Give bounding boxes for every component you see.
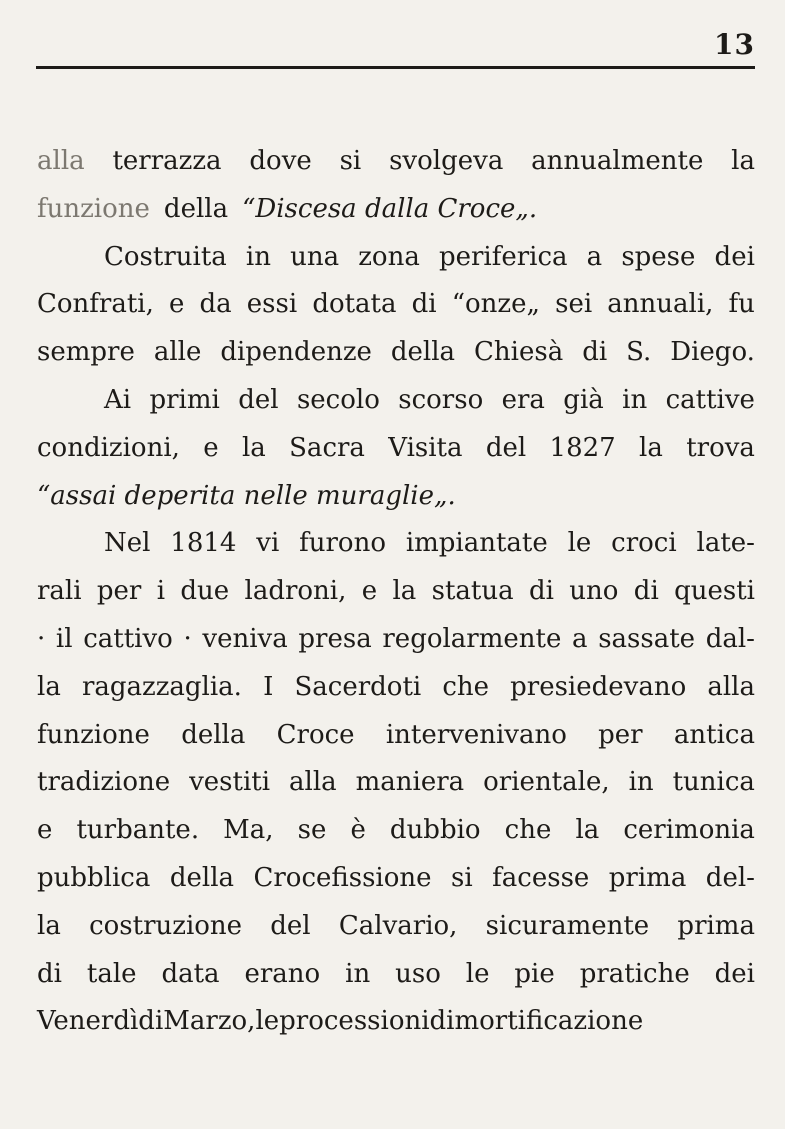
text-word: 1814: [170, 528, 237, 559]
text-word: del: [485, 432, 527, 463]
text-word: sempre: [37, 337, 135, 368]
text-word: della: [181, 719, 246, 750]
text-word: una: [290, 241, 340, 272]
text-word: e: [361, 576, 378, 607]
text-word: prima: [677, 910, 755, 941]
text-word: di: [528, 576, 554, 607]
text-word: già: [563, 384, 604, 415]
text-word: “onze„: [451, 289, 540, 320]
text-word: annuali,: [607, 289, 714, 320]
text-word: dotata: [312, 289, 397, 320]
text-word: pratiche: [579, 958, 690, 989]
text-line: [37, 234, 755, 282]
text-word: impiantate: [405, 528, 548, 559]
text-word: rali: [37, 576, 82, 607]
text-word: Ma,: [223, 815, 274, 846]
text-word: la: [575, 815, 600, 846]
text-word: dove: [249, 146, 312, 176]
text-word: dei: [714, 241, 755, 272]
text-word: vi: [256, 528, 280, 559]
text-word: intervenivano: [385, 719, 567, 750]
text-line: [37, 377, 755, 425]
text-word: antica: [673, 719, 755, 750]
text-line: [37, 520, 755, 568]
text-word: di: [633, 576, 659, 607]
text-word: tale: [86, 958, 137, 989]
text-word: della: [169, 862, 235, 893]
text-word: Visita: [388, 432, 463, 463]
text-word: fu: [728, 289, 755, 320]
text-word: turbante.: [76, 815, 200, 846]
page-number: 13: [714, 28, 755, 61]
text-word: S.: [626, 337, 652, 368]
text-word: vestiti: [189, 767, 271, 798]
text-word: regolarmente: [382, 623, 562, 654]
text-word: in: [245, 241, 271, 272]
text-word: della: [390, 337, 456, 368]
text-word: uso: [395, 958, 441, 989]
text-word: cerimonia: [623, 815, 755, 846]
text-word: prima: [608, 862, 687, 893]
text-word: a: [586, 241, 603, 272]
text-word: “Discesa dalla Croce„.: [242, 193, 538, 224]
text-word: di: [582, 337, 608, 368]
text-word: maniera: [355, 767, 465, 798]
text-word: funzione: [37, 719, 150, 750]
text-line: [37, 759, 755, 807]
text-word: le: [567, 528, 592, 559]
text-word: I: [263, 671, 274, 702]
text-word: costruzione: [89, 910, 243, 941]
text-word: presiedevano: [510, 671, 687, 702]
text-word: le: [465, 958, 490, 989]
text-word: periferica: [438, 241, 568, 272]
text-word: orientale,: [483, 767, 610, 798]
text-line: [37, 951, 755, 999]
text-word: del: [238, 384, 279, 415]
text-word: Diego.: [670, 337, 755, 368]
text-word: ·: [37, 623, 46, 654]
text-word: svolgeva: [389, 146, 504, 176]
text-word: alla: [707, 671, 755, 702]
text-line: [37, 998, 755, 1046]
text-word: Ai: [104, 384, 132, 415]
text-word: sei: [555, 289, 593, 320]
text-word: alle: [153, 337, 202, 368]
text-word: alla: [289, 767, 337, 798]
text-word: e: [169, 289, 185, 320]
text-line: [37, 903, 755, 951]
text-word: cattive: [665, 384, 755, 415]
text-word: erano: [244, 958, 321, 989]
text-word: data: [161, 958, 220, 989]
text-line: [37, 616, 755, 664]
text-word: processioni: [279, 1006, 430, 1037]
text-word: Calvario,: [338, 910, 458, 941]
text-word: dipendenze: [220, 337, 372, 368]
text-word: scorso: [398, 384, 484, 415]
text-word: Sacra: [289, 432, 365, 463]
text-word: facesse: [492, 862, 590, 893]
text-line: [37, 712, 755, 760]
text-word: in: [345, 958, 371, 989]
text-word: del-: [705, 862, 755, 893]
text-word: sassate: [598, 623, 696, 654]
text-word: che: [504, 815, 552, 846]
text-word: il: [55, 623, 73, 654]
text-word: a: [572, 623, 588, 654]
text-word: e: [203, 432, 219, 463]
text-word: Chiesà: [474, 337, 564, 368]
text-word: ·: [183, 623, 192, 654]
text-word: Crocefissione: [253, 862, 432, 893]
text-word: Croce: [276, 719, 355, 750]
text-word: dei: [714, 958, 755, 989]
text-word: ragazzaglia.: [81, 671, 242, 702]
text-word: zona: [358, 241, 420, 272]
text-line: [37, 186, 755, 234]
text-word: Confrati,: [37, 289, 154, 320]
text-word: croci: [611, 528, 677, 559]
text-word: secolo: [296, 384, 380, 415]
text-word: furono: [299, 528, 386, 559]
text-word: in: [622, 384, 648, 415]
text-word: Venerdì: [37, 1006, 139, 1037]
text-word: condizioni,: [37, 432, 180, 463]
text-word: di: [411, 289, 437, 320]
text-word: due: [180, 576, 230, 607]
text-word: della: [163, 193, 229, 224]
text-word: alla: [37, 146, 85, 176]
text-word: di: [138, 1006, 164, 1037]
text-word: Sacerdoti: [294, 671, 422, 702]
text-word: Costruita: [104, 241, 227, 272]
text-word: terrazza: [112, 146, 222, 176]
text-word: “assai deperita nelle muraglie„.: [37, 480, 456, 511]
text-word: Nel: [104, 528, 151, 559]
text-word: ladroni,: [244, 576, 347, 607]
text-word: la: [241, 432, 266, 463]
header-rule: [36, 66, 755, 69]
text-word: tunica: [672, 767, 755, 798]
text-word: che: [442, 671, 490, 702]
text-word: la: [392, 576, 417, 607]
text-word: se: [297, 815, 327, 846]
text-word: da: [199, 289, 232, 320]
text-word: dubbio: [389, 815, 481, 846]
text-word: i: [156, 576, 166, 607]
body-text: [37, 138, 755, 1046]
text-line: [37, 807, 755, 855]
text-word: Marzo,: [163, 1006, 256, 1037]
text-line: [37, 138, 755, 186]
text-word: spese: [621, 241, 696, 272]
text-word: di: [37, 958, 62, 989]
text-line: [37, 281, 755, 329]
text-word: la: [731, 146, 755, 176]
text-word: è: [350, 815, 366, 846]
text-word: di: [429, 1006, 455, 1037]
text-word: questi: [674, 576, 755, 607]
text-word: late-: [696, 528, 755, 559]
text-word: era: [501, 384, 545, 415]
text-line: [37, 329, 755, 377]
text-word: annualmente: [531, 146, 704, 176]
text-word: trova: [686, 432, 755, 463]
text-word: la: [37, 910, 61, 941]
text-word: per: [96, 576, 142, 607]
text-word: pie: [514, 958, 555, 989]
text-word: funzione: [37, 193, 150, 224]
text-line: [37, 568, 755, 616]
text-word: sicuramente: [485, 910, 650, 941]
text-word: primi: [149, 384, 220, 415]
text-word: essi: [246, 289, 298, 320]
text-word: la: [37, 671, 61, 702]
text-word: per: [598, 719, 643, 750]
text-word: si: [451, 862, 473, 893]
text-word: tradizione: [37, 767, 171, 798]
text-word: dal-: [705, 623, 755, 654]
text-word: la: [639, 432, 663, 463]
text-word: le: [255, 1006, 280, 1037]
text-word: presa: [298, 623, 372, 654]
text-word: statua: [431, 576, 514, 607]
text-word: 1827: [549, 432, 616, 463]
text-word: in: [628, 767, 654, 798]
text-line: [37, 425, 755, 473]
text-word: si: [339, 146, 362, 176]
text-line: [37, 664, 755, 712]
text-line: [37, 855, 755, 903]
text-line: [37, 473, 755, 521]
text-word: pubblica: [37, 862, 151, 893]
text-word: veniva: [202, 623, 288, 654]
text-word: del: [270, 910, 311, 941]
text-word: uno: [569, 576, 619, 607]
text-word: mortificazione: [454, 1006, 644, 1037]
text-word: cattivo: [83, 623, 173, 654]
text-word: e: [37, 815, 53, 846]
